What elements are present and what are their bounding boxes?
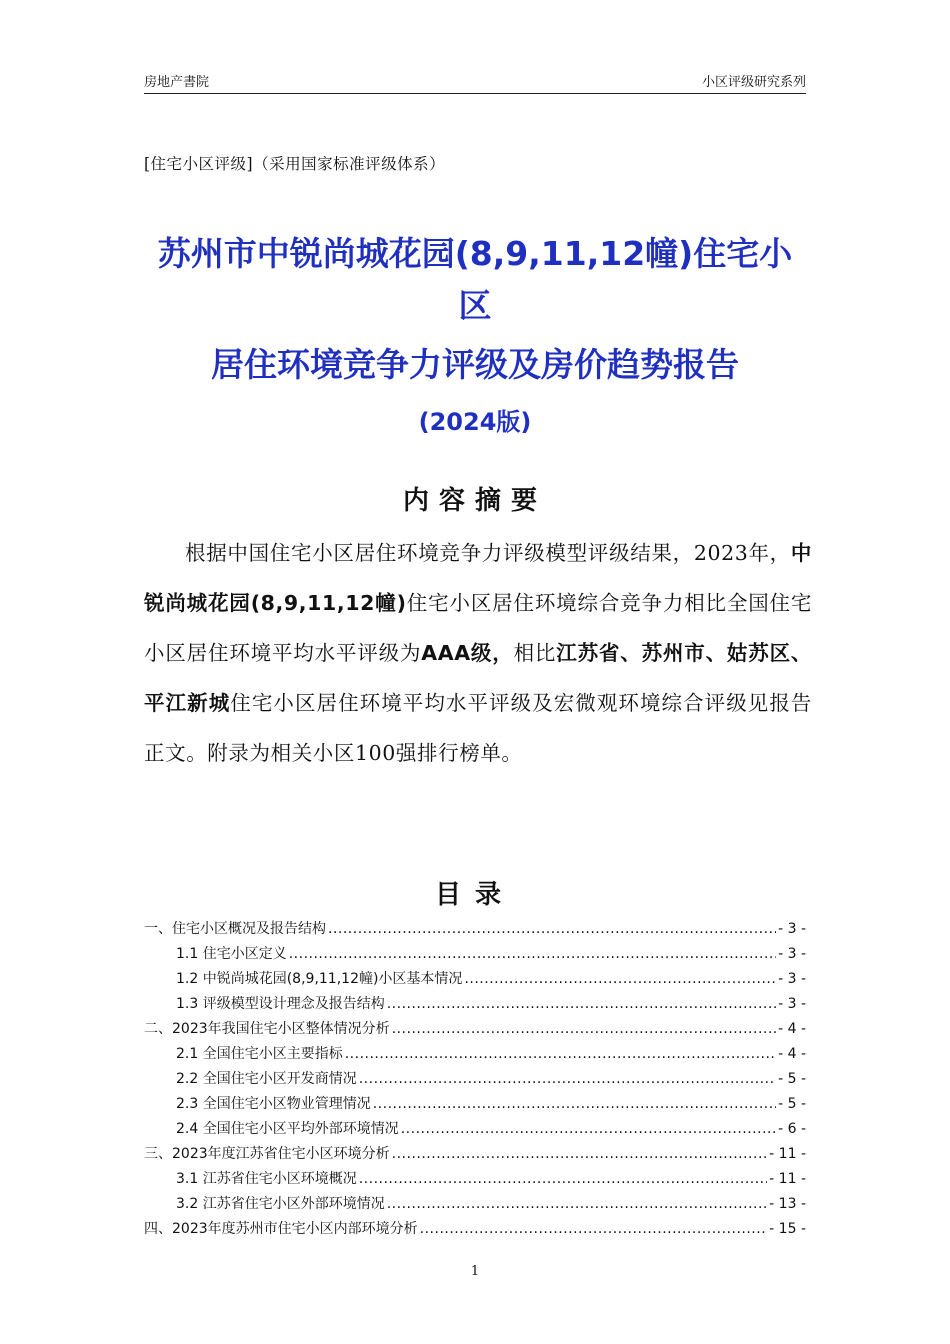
toc-leader-dots [359, 1071, 776, 1087]
toc-entry-label: 2.2 全国住宅小区开发商情况 [176, 1071, 357, 1087]
toc-leader-dots [328, 921, 776, 937]
toc-entry-label: 3.1 江苏省住宅小区环境概况 [176, 1171, 357, 1187]
title-line1-part-b: 区 [458, 286, 492, 325]
abstract-text-2: 住宅小区居住环境综合竞争力相比全国住宅小区居住环境平均水平评级为 [144, 591, 812, 665]
abstract-text-4: 住宅小区居住环境平均水平评级及宏微观环境综合评级见报告正文。附录为相关小区100强排行榜单。 [144, 691, 813, 765]
toc-entry-label: 二、2023年我国住宅小区整体情况分析 [144, 1021, 390, 1037]
toc-leader-dots [289, 946, 776, 962]
abstract-grade: AAA级， [421, 641, 514, 665]
toc-entry[interactable] [144, 993, 806, 1018]
toc-entry-page: - 6 - [778, 1121, 806, 1137]
header-right: 小区评级研究系列 [701, 75, 806, 90]
title-line1-part-a: 苏州市中锐尚城花园(8,9,11,12幢)住宅小 [157, 234, 793, 273]
toc-entry-page: - 5 - [778, 1071, 806, 1087]
report-title-edition: (2024版) [418, 408, 532, 436]
toc-entry[interactable] [144, 1018, 806, 1043]
toc-entry-page: - 15 - [769, 1221, 806, 1237]
toc-entry-label: 1.3 评级模型设计理念及报告结构 [176, 996, 385, 1012]
toc-entry-label: 2.1 全国住宅小区主要指标 [176, 1046, 343, 1062]
report-title-line1 [144, 228, 806, 332]
abstract-heading: 内容摘要 [402, 486, 547, 516]
report-tag-line: [住宅小区评级]（采用国家标准评级体系） [144, 155, 446, 173]
toc-heading: 目录 [434, 880, 515, 910]
toc-entry[interactable] [144, 943, 806, 968]
toc-entry-label: 1.2 中锐尚城花园(8,9,11,12幢)小区基本情况 [176, 971, 463, 987]
toc-entry-page: - 3 - [778, 946, 806, 962]
toc-entry[interactable] [144, 918, 806, 943]
toc-entry[interactable] [144, 968, 806, 993]
page-number: 1 [470, 1264, 480, 1279]
toc-entry[interactable] [144, 1168, 806, 1193]
toc-entry-label: 2.4 全国住宅小区平均外部环境情况 [176, 1121, 399, 1137]
toc-entry-page: - 4 - [778, 1021, 806, 1037]
toc-entry-page: - 5 - [778, 1096, 806, 1112]
toc-entry-page: - 13 - [769, 1196, 806, 1212]
abstract-text-3: 相比 [513, 641, 557, 665]
toc-leader-dots [387, 1196, 767, 1212]
toc-entry[interactable] [144, 1118, 806, 1143]
abstract-paragraph [144, 528, 812, 778]
toc-entry[interactable] [144, 1093, 806, 1118]
toc-entry[interactable] [144, 1068, 806, 1093]
toc-entry-page: - 4 - [778, 1046, 806, 1062]
toc-entry[interactable] [144, 1218, 806, 1243]
toc-entry-page: - 11 - [769, 1171, 806, 1187]
toc-entry-page: - 3 - [778, 971, 806, 987]
toc-leader-dots [401, 1121, 776, 1137]
abstract-text-1: 根据中国住宅小区居住环境竞争力评级模型评级结果，2023年， [185, 541, 791, 565]
toc-entry[interactable] [144, 1143, 806, 1168]
toc-leader-dots [464, 971, 776, 987]
toc-leader-dots [373, 1096, 776, 1112]
toc-entry-label: 2.3 全国住宅小区物业管理情况 [176, 1096, 371, 1112]
toc-entry-page: - 3 - [778, 996, 806, 1012]
toc-entry-label: 四、2023年度苏州市住宅小区内部环境分析 [144, 1221, 418, 1237]
toc-entry-page: - 3 - [778, 921, 806, 937]
page-header [144, 66, 806, 94]
toc-entry[interactable] [144, 1193, 806, 1218]
toc-entry-label: 1.1 住宅小区定义 [176, 946, 287, 962]
report-title-line2: 居住环境竞争力评级及房价趋势报告 [211, 345, 739, 384]
toc-leader-dots [345, 1046, 776, 1062]
toc-entry-label: 三、2023年度江苏省住宅小区环境分析 [144, 1146, 390, 1162]
abstract-regions: 江苏省、苏州市、姑苏区、平江新城 [144, 641, 812, 715]
toc-entry-page: - 11 - [769, 1146, 806, 1162]
header-left: 房地产書院 [144, 75, 210, 90]
toc-leader-dots [387, 996, 776, 1012]
toc-leader-dots [359, 1171, 767, 1187]
table-of-contents [144, 918, 806, 1243]
toc-entry-label: 3.2 江苏省住宅小区外部环境情况 [176, 1196, 385, 1212]
abstract-community-name: 中锐尚城花园(8,9,11,12幢) [144, 541, 812, 615]
toc-leader-dots [392, 1146, 768, 1162]
toc-leader-dots [392, 1021, 776, 1037]
toc-entry[interactable] [144, 1043, 806, 1068]
toc-leader-dots [420, 1221, 768, 1237]
toc-entry-label: 一、住宅小区概况及报告结构 [144, 921, 326, 937]
